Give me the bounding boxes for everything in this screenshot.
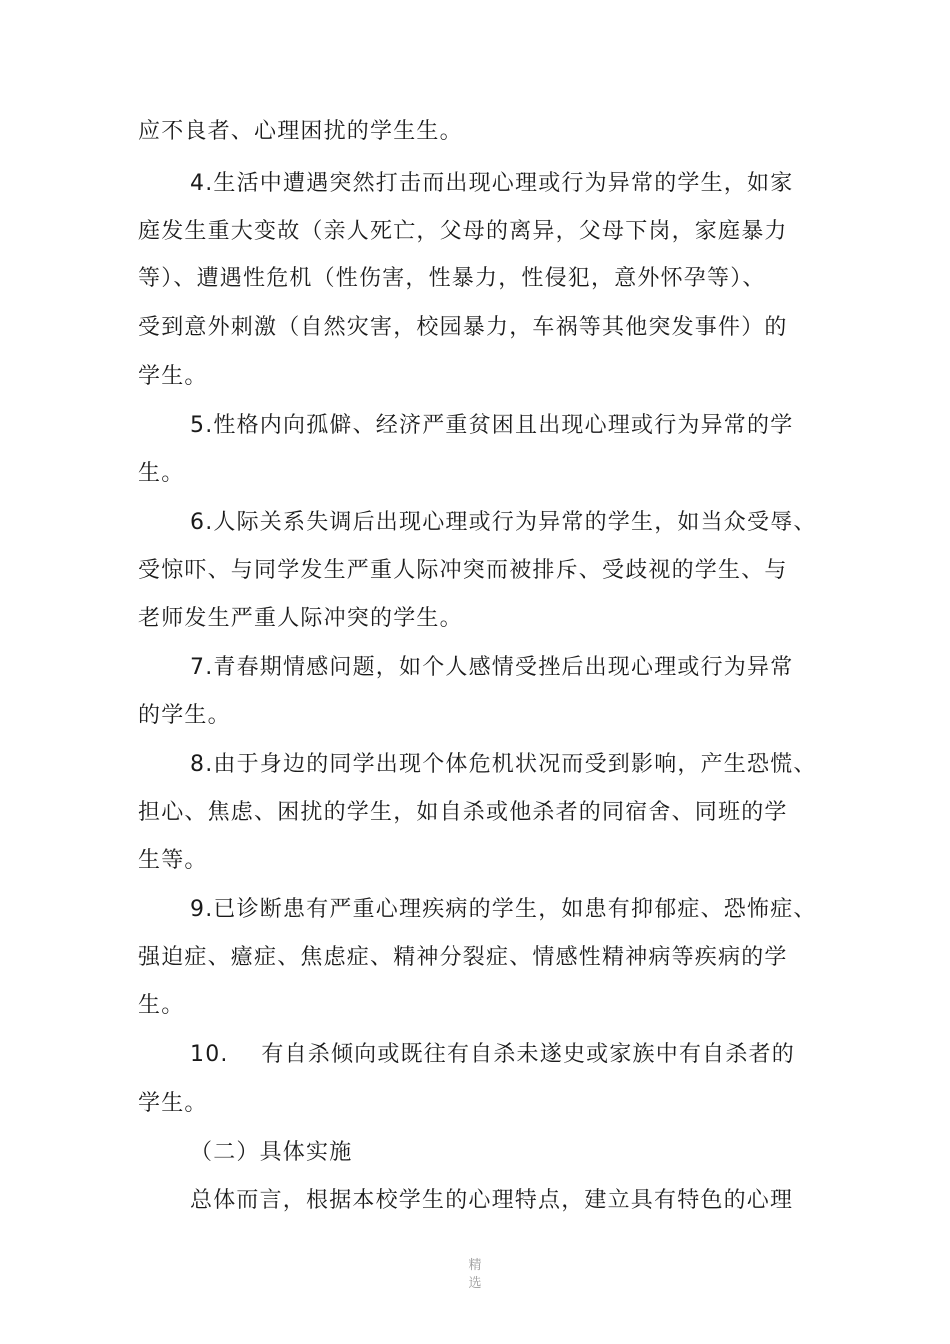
text-line: 担心、焦虑、困扰的学生，如自杀或他杀者的同宿舍、同班的学 (138, 800, 788, 825)
footer-mark: 选 (468, 1276, 482, 1291)
text-line: 7.青春期情感问题，如个人感情受挫后出现心理或行为异常 (190, 655, 794, 680)
text-line: 庭发生重大变故（亲人死亡，父母的离异，父母下岗，家庭暴力 (138, 219, 788, 244)
text-line: 9.已诊断患有严重心理疾病的学生，如患有抑郁症、恐怖症、 (190, 897, 817, 922)
text-line: 学生。 (138, 364, 208, 389)
text-line: 老师发生严重人际冲突的学生。 (138, 606, 463, 631)
text-line: 学生。 (138, 1091, 208, 1116)
text-line: 10. 有自杀倾向或既往有自杀未遂史或家族中有自杀者的 (190, 1042, 795, 1067)
section-heading: （二）具体实施 (190, 1140, 353, 1165)
footer-mark: 精 (468, 1258, 482, 1273)
text-line: 生等。 (138, 848, 208, 873)
text-line: 受惊吓、与同学发生严重人际冲突而被排斥、受歧视的学生、与 (138, 558, 788, 583)
text-line: 生。 (138, 993, 185, 1018)
text-line: 生。 (138, 461, 185, 486)
text-line: 受到意外刺激（自然灾害，校园暴力，车祸等其他突发事件）的 (138, 315, 788, 340)
text-line: 应不良者、心理困扰的学生生。 (138, 119, 463, 144)
text-line: 6.人际关系失调后出现心理或行为异常的学生，如当众受辱、 (190, 510, 817, 535)
text-line: 8.由于身边的同学出现个体危机状况而受到影响，产生恐慌、 (190, 752, 817, 777)
text-line: 4.生活中遭遇突然打击而出现心理或行为异常的学生，如家 (190, 171, 794, 196)
text-line: 5.性格内向孤僻、经济严重贫困且出现心理或行为异常的学 (190, 413, 794, 438)
text-line: 总体而言，根据本校学生的心理特点，建立具有特色的心理 (190, 1188, 794, 1213)
text-line: 的学生。 (138, 703, 231, 728)
text-line: 等）、遭遇性危机（性伤害，性暴力，性侵犯，意外怀孕等）、 (138, 266, 766, 291)
text-line: 强迫症、癔症、焦虑症、精神分裂症、情感性精神病等疾病的学 (138, 945, 788, 970)
